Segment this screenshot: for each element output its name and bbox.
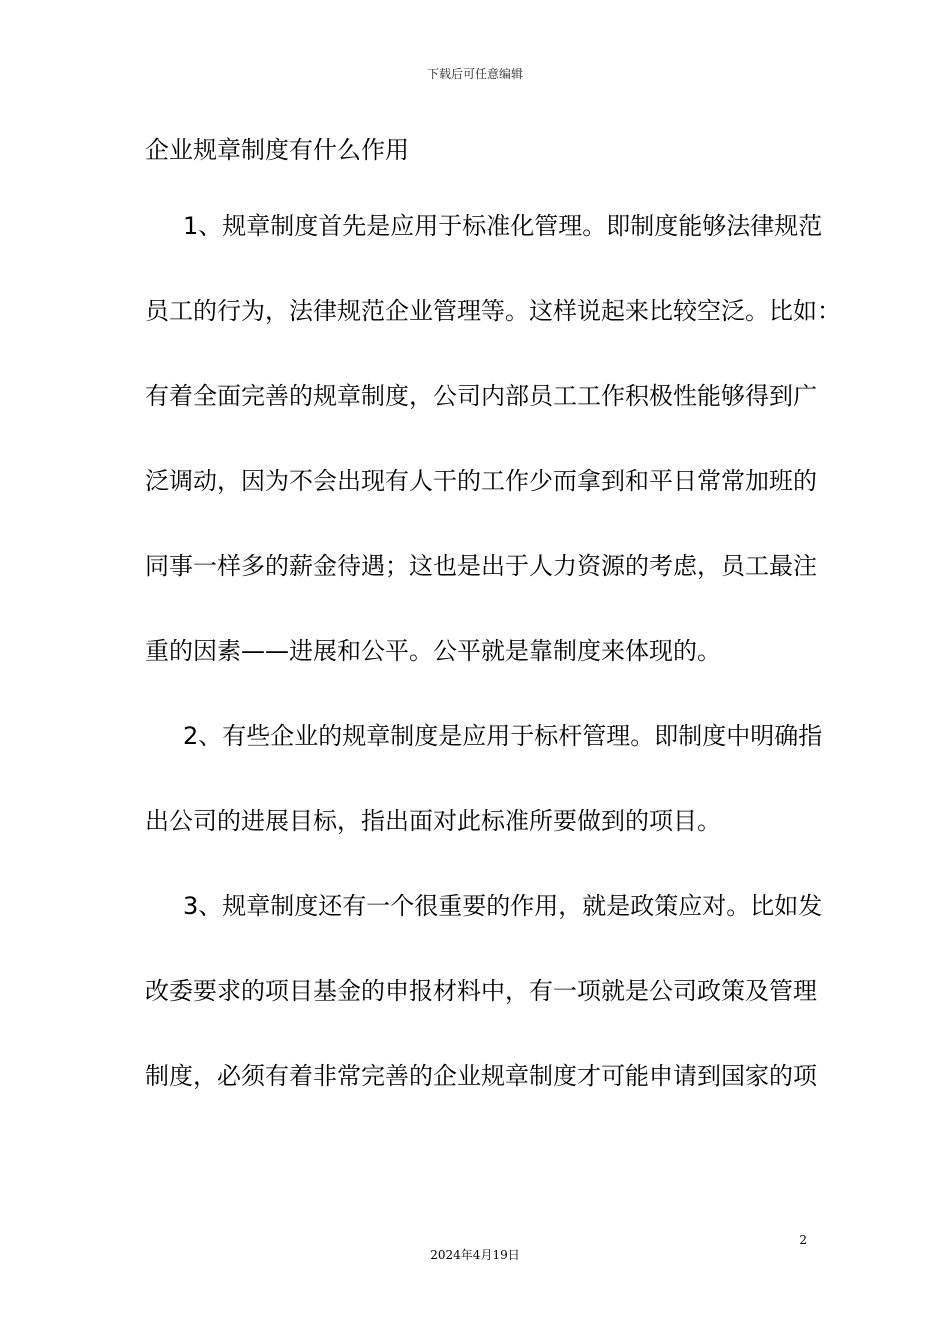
document-title: 企业规章制度有什么作用: [145, 136, 409, 164]
paragraph-1-line-3: 有着全面完善的规章制度，公司内部员工工作积极性能够得到广: [145, 382, 817, 410]
paragraph-1-line-1: 1、规章制度首先是应用于标准化管理。即制度能够法律规范: [183, 212, 823, 240]
document-body: [145, 132, 841, 1143]
footer-date: 2024年4月19日: [430, 1248, 520, 1262]
paragraph-1-line-5: 同事一样多的薪金待遇；这也是出于人力资源的考虑，员工最注: [145, 552, 817, 580]
paragraph-3-line-2: 改委要求的项目基金的申报材料中，有一项就是公司政策及管理: [145, 977, 817, 1005]
paragraph-1-line-4: 泛调动，因为不会出现有人干的工作少而拿到和平日常常加班的: [145, 467, 817, 495]
paragraph-3-line-1: 3、规章制度还有一个很重要的作用，就是政策应对。比如发: [183, 892, 823, 920]
paragraph-1-line-2: 员工的行为，法律规范企业管理等。这样说起来比较空泛。比如：: [145, 297, 841, 325]
paragraph-3-line-3: 制度，必须有着非常完善的企业规章制度才可能申请到国家的项: [145, 1062, 817, 1090]
paragraph-1-line-6: 重的因素——进展和公平。公平就是靠制度来体现的。: [145, 637, 721, 665]
paragraph-2-line-2: 出公司的进展目标，指出面对此标准所要做到的项目。: [145, 807, 721, 835]
page-header: 下载后可任意编辑: [426, 67, 523, 81]
paragraph-2-line-1: 2、有些企业的规章制度是应用于标杆管理。即制度中明确指: [183, 722, 823, 750]
page-number: 2: [799, 1233, 807, 1247]
